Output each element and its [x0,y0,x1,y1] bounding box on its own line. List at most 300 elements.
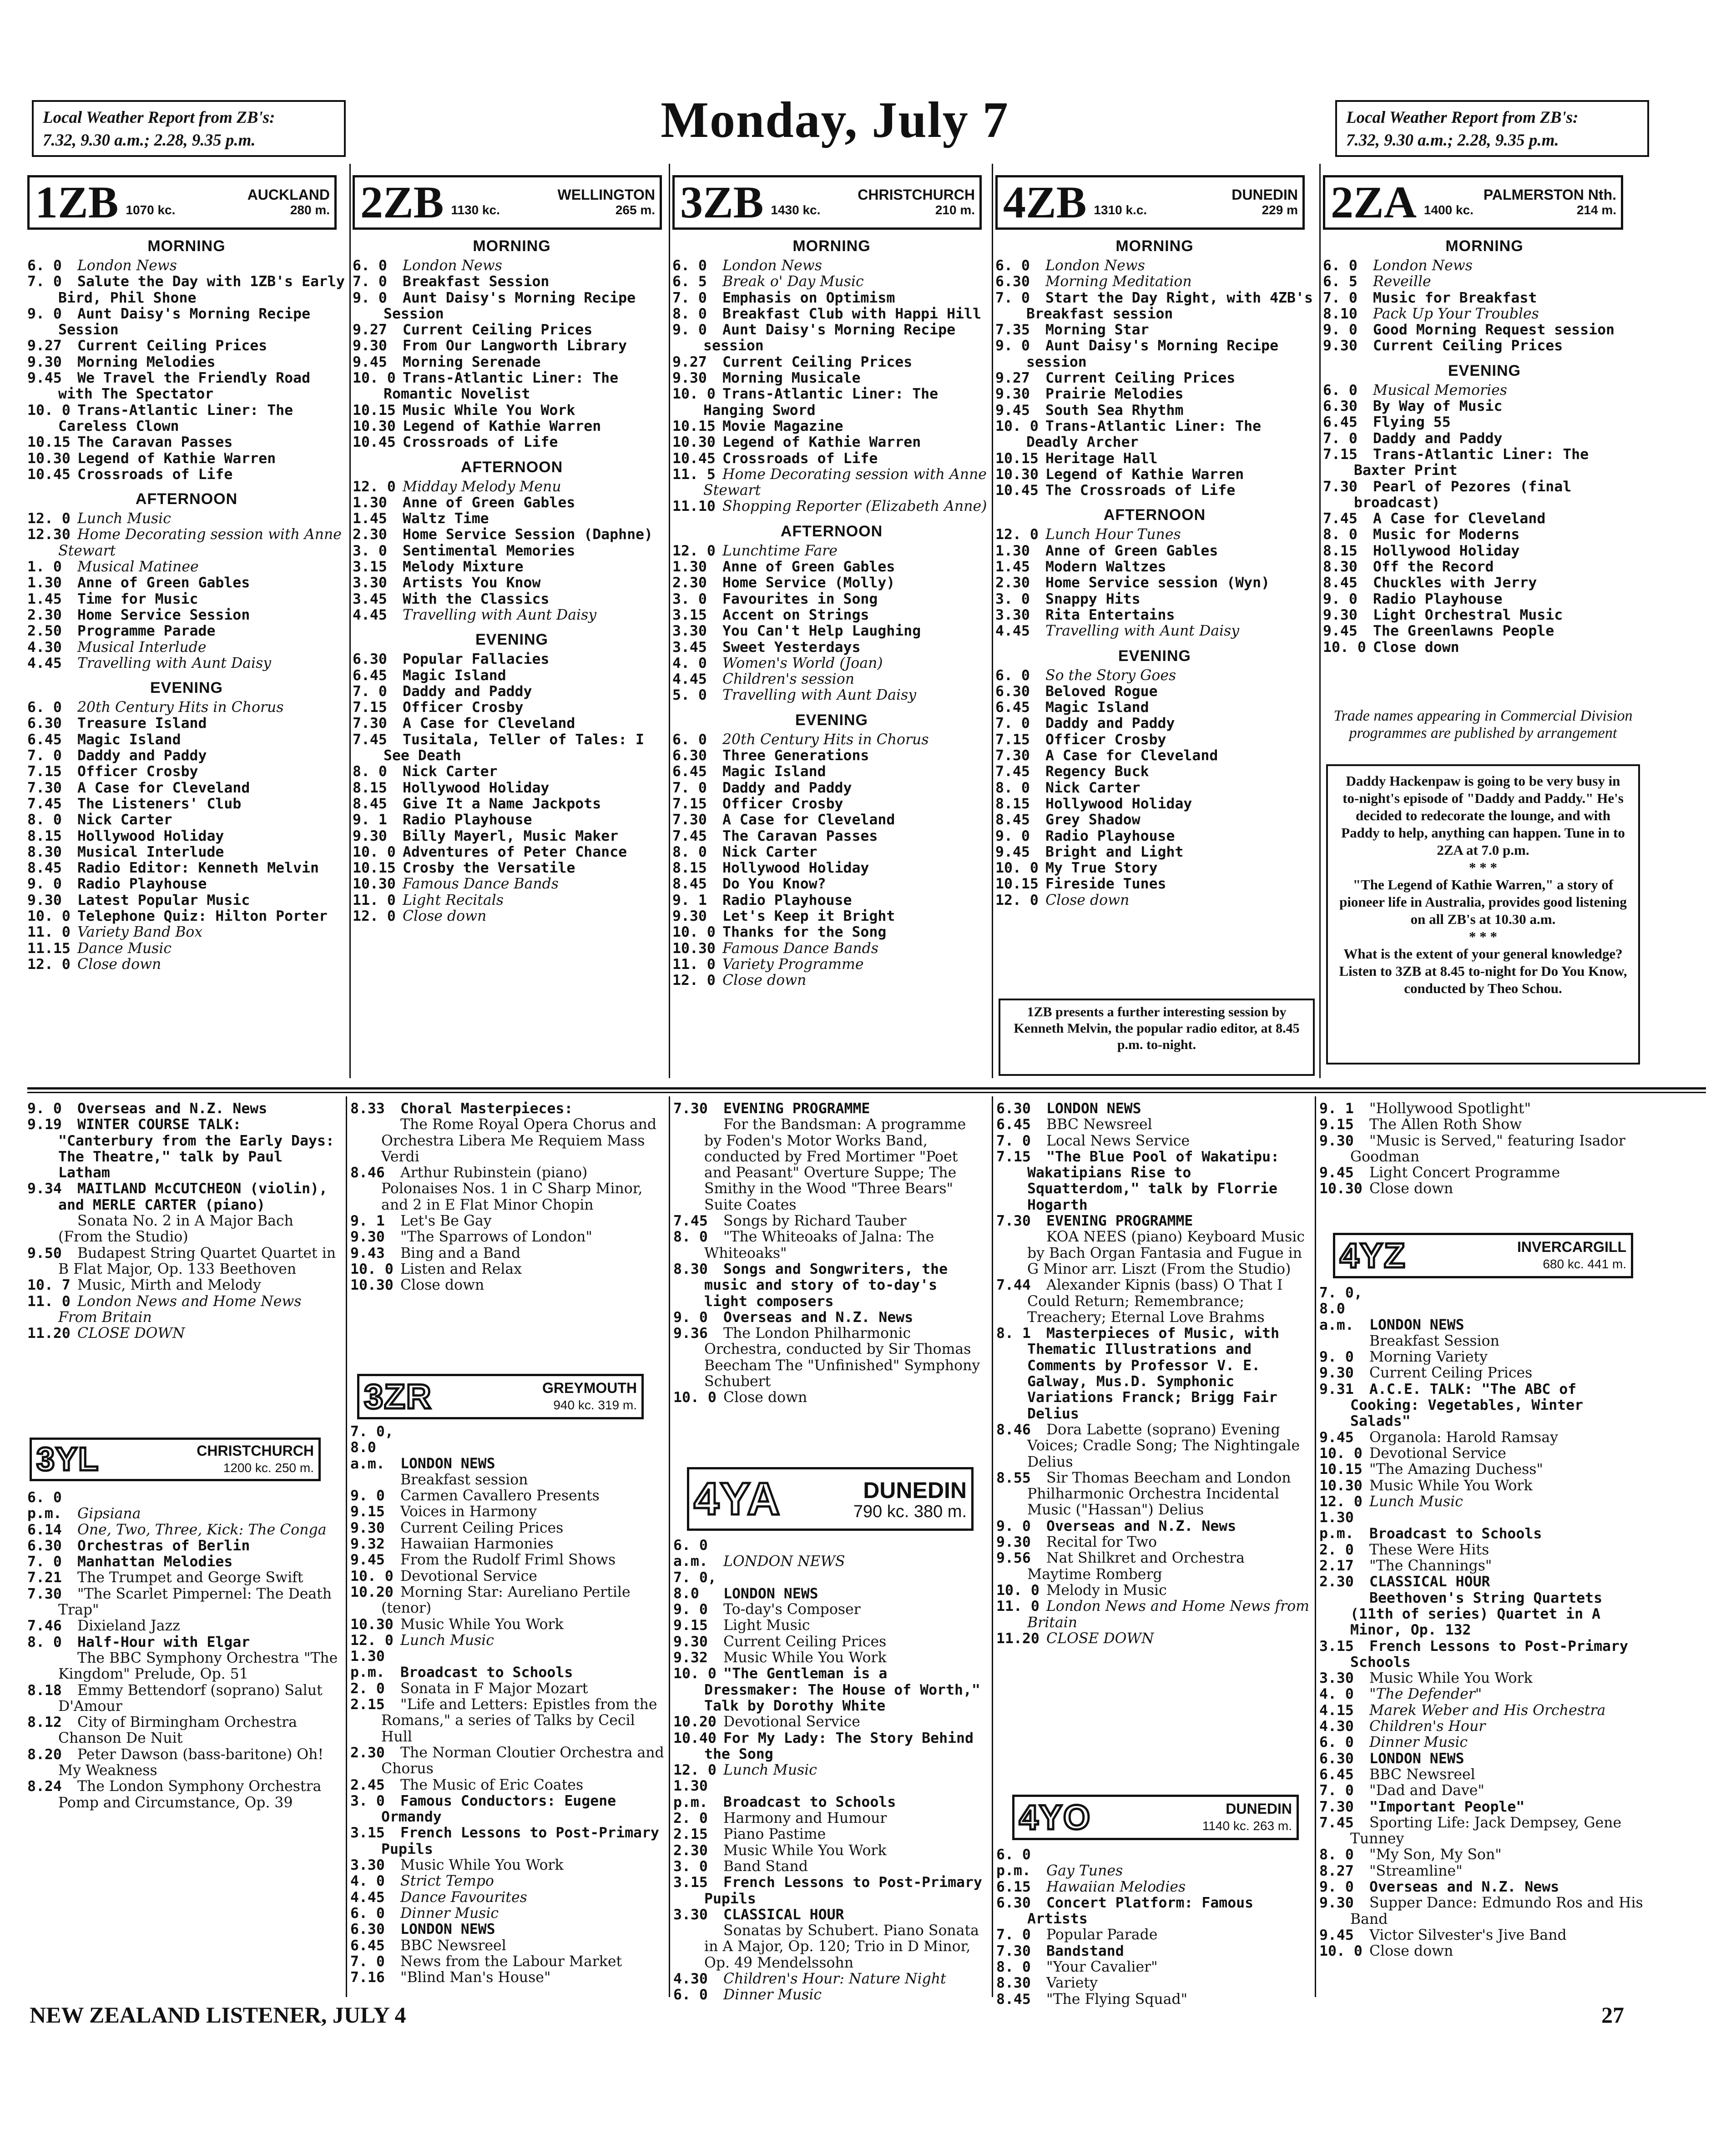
entry-time: 8. 0 [995,779,1030,796]
entry-programme: Aunt Daisy's Morning Recipe session [703,322,956,354]
entry-programme: "Life and Letters: Epistles from the Romans," a series of Talks by Cecil Hull [381,1696,657,1745]
station-box-4yz [1333,1233,1633,1278]
schedule-entry [27,1715,341,1747]
schedule-entry [673,1811,987,1826]
schedule-entry [353,684,671,700]
station-call: 3YL [36,1441,100,1478]
schedule-entry [1319,1365,1647,1381]
schedule-entry [995,338,1314,370]
schedule-entry [1323,383,1646,399]
schedule-entry [673,1714,987,1730]
entry-programme: Local News Service [1046,1132,1190,1149]
entry-time: 7.45 [1319,1814,1354,1831]
schedule-entry [672,860,991,876]
entry-programme: City of Birmingham Orchestra Chanson De Nuit [58,1714,298,1747]
entry-time: 7.21 [27,1569,62,1586]
entry-programme: Daddy and Paddy [722,779,852,796]
weather-line2: 7.32, 9.30 a.m.; 2.28, 9.35 p.m. [1346,131,1559,150]
entry-programme: BBC Newsreel [400,1937,506,1954]
entry-time: 9.30 [353,827,387,844]
entry-time: 7. 0 [27,273,62,290]
entry-time: 7.15 [353,699,387,716]
entry-programme: Lunch Music [723,1762,817,1779]
schedule-entry [995,812,1314,828]
entry-programme: Waltz Time [403,510,489,527]
station-city: AUCKLAND [247,187,330,203]
entry-time: 10.45 [995,482,1039,499]
schedule-entry [995,684,1314,700]
schedule-entry [353,844,671,860]
schedule-entry [27,354,346,370]
entry-time: 10.30 [350,1277,394,1294]
schedule-entry [995,623,1314,639]
entry-time: 6. 0 a.m. [673,1537,708,1570]
schedule-entry [996,1470,1310,1519]
entry-programme: French Lessons to Post-Primary Schools [1350,1638,1628,1670]
entry-programme: Current Ceiling Prices [1045,370,1236,387]
entry-time: 9. 0 [27,1100,62,1117]
entry-time: 1.45 [27,590,62,607]
entry-programme: EVENING PROGRAMME [723,1100,870,1117]
entry-time: 8. 1 [996,1325,1031,1342]
entry-time: 10.20 [350,1584,394,1600]
entry-programme: Devotional Service [1369,1445,1506,1462]
entry-programme: French Lessons to Post-Primary Pupils [704,1874,982,1907]
entry-programme: Hollywood Holiday [403,779,550,796]
entry-programme: Latest Popular Music [77,892,250,908]
entry-time: 12. 0 [353,908,396,924]
entry-programme: Anne of Green Gables [403,494,575,511]
schedule-entry [350,1873,664,1889]
entry-time: 10.45 [353,434,396,451]
schedule-entry [1323,543,1646,559]
lower-col-3-top [673,1101,987,1460]
schedule-entry [27,656,346,671]
entry-time: 9.34 [27,1181,62,1197]
schedule-entry [353,591,671,607]
entry-time: 9.30 [27,353,62,370]
schedule-entry [996,1631,1310,1647]
entry-programme: Sweet Yesterdays [722,639,861,656]
entry-programme: My True Story [1045,860,1158,877]
entry-time: 3.30 [672,623,707,640]
entry-programme: Dance Favourites [400,1889,527,1906]
entry-time: 7. 0 [672,779,707,796]
entry-programme: These Were Hits [1369,1541,1489,1558]
entry-programme: Overseas and N.Z. News [723,1309,913,1326]
entry-time: 8. 0 [27,812,62,828]
entry-programme: London News [722,257,822,274]
weather-line2: 7.32, 9.30 a.m.; 2.28, 9.35 p.m. [43,131,256,150]
entry-time: 9. 1 [350,1213,385,1230]
entry-time: 6. 0 [353,257,387,274]
schedule-entry [350,1277,664,1293]
column-rule [346,1096,347,1997]
station-column-1zb [27,175,346,1078]
entry-time: 6.14 [27,1521,62,1538]
entry-time: 9.27 [995,370,1030,387]
entry-time: 2.30 [995,575,1030,591]
entry-programme: Emphasis on Optimism [722,289,895,306]
schedule-entry [1323,290,1646,306]
entry-time: 10. 0 [672,924,716,941]
schedule-entry [996,1583,1310,1599]
schedule-entry [1319,1462,1647,1478]
schedule-entry [27,812,346,828]
schedule-entry [996,1599,1310,1631]
entry-programme: Modern Waltzes [1045,559,1166,575]
entry-programme: Break o' Day Music [722,273,864,290]
entry-time: 9.43 [350,1245,385,1261]
entry-programme: Close down [1369,1181,1453,1197]
entry-time: 1.30 p.m. [673,1778,708,1811]
promo-text: "The Legend of Kathie Warren," a story of pioneer life in Australia, provides good listening on all ZB's at 10.30 a.m. [1339,877,1627,927]
entry-programme: Current Ceiling Prices [1373,338,1563,354]
entry-time: 8.27 [1319,1862,1354,1879]
schedule-entry [27,1635,341,1650]
entry-programme: Hollywood Holiday [1045,795,1192,812]
section-heading: MORNING [1445,237,1524,255]
station-freq: 680 kc. 441 m. [1543,1257,1626,1271]
entry-time: 7. 0 [353,683,387,700]
section-heading: EVENING [1118,647,1191,665]
weather-report-right [1335,100,1649,157]
schedule-entry [672,322,991,354]
schedule-entry [672,732,991,748]
entry-time: 10.45 [672,450,716,467]
station-wavelength: 265 m. [615,203,655,217]
entry-programme: Dance Music [77,940,172,957]
schedule-entry [27,1490,341,1522]
entry-time: 1.30 p.m. [1319,1509,1354,1542]
entry-programme: Home Service (Molly) [722,575,895,591]
entry-time: 2.30 [673,1842,708,1859]
schedule-entry [350,1117,664,1165]
entry-programme: "The Sparrows of London" [400,1229,592,1246]
section-heading: EVENING [475,631,549,649]
schedule-entry [353,893,671,908]
entry-programme: Sporting Life: Jack Dempsey, Gene Tunney [1350,1814,1622,1847]
entry-time: 10. 7 [27,1277,71,1294]
entry-programme: "The Amazing Duchess" [1369,1461,1543,1478]
entry-programme: Emmy Bettendorf (soprano) Salut D'Amour [58,1682,323,1715]
entry-time: 6.45 [996,1116,1031,1133]
station-wavelength: 210 m. [935,203,975,217]
entry-programme: LONDON NEWS [723,1585,818,1602]
entry-programme: Legend of Kathie Warren [722,434,921,451]
schedule-entry [1319,1574,1647,1590]
schedule-entry [27,1213,341,1246]
entry-time: 8.20 [27,1746,62,1763]
schedule-entry [995,700,1314,716]
entry-time: 7.30 [996,1213,1031,1230]
entry-programme: Crossroads of Life [403,434,558,451]
schedule-entry [1323,306,1646,322]
column-rule [1319,164,1321,1078]
schedule-entry [27,1522,341,1538]
entry-programme: Supper Dance: Edmundo Ros and His Band [1350,1895,1643,1927]
schedule-entry [27,1277,341,1293]
entry-programme: To-day's Composer [723,1601,861,1618]
entry-time: 11.15 [27,940,71,957]
entry-programme: Time for Music [77,590,198,607]
schedule-entry [353,796,671,812]
entry-programme: London News and Home News From Britain [58,1293,302,1326]
entry-time: 8.45 [996,1991,1031,2008]
entry-time: 9. 0 [350,1488,385,1504]
station-box-4yo [1012,1795,1299,1840]
schedule-entry [27,1294,341,1326]
entry-programme: Breakfast Club with Happi Hill [722,305,981,322]
entry-programme: Radio Playhouse [403,812,532,828]
entry-time: 2.50 [27,623,62,640]
schedule-entry [350,1165,664,1213]
station-frequency [1094,202,1298,218]
entry-time: 8.30 [673,1261,708,1277]
schedule-entry [353,668,671,684]
entry-programme: MAITLAND McCUTCHEON (violin), and MERLE CARTER (piano) [58,1181,328,1213]
station-freq: 790 kc. 380 m. [853,1502,967,1521]
schedule-entry [353,434,671,450]
schedule-entry [350,1906,664,1922]
entry-programme: Flying 55 [1373,414,1451,431]
entry-programme: Hollywood Holiday [722,860,869,877]
section-heading: EVENING [795,711,868,729]
entry-programme: Beethoven's String Quartets (11th of series) Quartet in A Minor, Op. 132 [1350,1589,1603,1639]
entry-programme: Breakfast session [400,1471,528,1488]
section-heading: AFTERNOON [1103,506,1206,524]
schedule-entry [995,290,1314,323]
section-divider [27,1092,1706,1093]
entry-time: 6.30 [1319,1750,1354,1767]
entry-time: 1.30 [27,575,62,591]
entry-programme: Music While You Work [1369,1477,1533,1494]
entry-programme: "Your Cavalier" [1046,1959,1158,1976]
schedule-entry [996,1326,1310,1422]
entry-time: 10. 0 [1323,639,1366,656]
schedule-entry [1319,1542,1647,1558]
schedule-entry [673,1634,987,1650]
entry-time: 8. 0 [672,843,707,860]
schedule-entry [27,828,346,844]
entry-time: 2.30 [27,606,62,623]
entry-programme: Sentimental Memories [403,542,575,559]
station-frequency [451,202,655,218]
station-column-4zb [995,175,1314,994]
schedule-entry [1319,1133,1647,1165]
schedule-entry [1323,607,1646,623]
entry-time: 10.15 [353,402,396,419]
entry-programme: LONDON NEWS [1369,1317,1464,1333]
schedule-entry [1319,1799,1647,1815]
entry-time: 10. 0 [995,860,1039,877]
lower-col-4-top [996,1101,1310,1788]
schedule-entry [1319,1181,1647,1197]
entry-programme: CLASSICAL HOUR [723,1906,844,1923]
station-info [1424,187,1621,218]
schedule-entry [995,860,1314,876]
schedule-entry [995,543,1314,559]
entry-time: 9.45 [1319,1429,1354,1446]
entry-time: 10.30 [353,876,396,893]
schedule-entry [350,1488,664,1504]
station-call: 4YA [694,1473,781,1524]
schedule-entry [996,1879,1310,1895]
schedule-entry [995,403,1314,419]
entry-time: 11. 0 [672,956,716,973]
schedule-entry [353,527,671,543]
schedule-entry [995,828,1314,844]
schedule-entry [995,780,1314,796]
schedule-entry [27,274,346,306]
entry-programme: South Sea Rhythm [1045,402,1184,419]
schedule-entry [1319,1927,1647,1943]
entry-time: 3.30 [673,1906,708,1923]
entry-programme: Lunch Hour Tunes [1045,526,1181,543]
entry-programme: Magic Island [1045,699,1149,716]
entry-programme: Light Concert Programme [1369,1165,1560,1181]
entry-programme: Shopping Reporter (Elizabeth Anne) [722,498,987,515]
entry-programme: Music While You Work [1369,1670,1533,1687]
schedule-entry [27,1246,341,1278]
entry-programme: The London Symphony Orchestra Pomp and Circumstance, Op. 39 [58,1778,322,1811]
entry-programme: Legend of Kathie Warren [1045,466,1244,483]
entry-time: 10. 0 [996,1582,1040,1599]
schedule-entry [672,575,991,591]
stars-divider: * * * [1469,928,1497,944]
entry-programme: Current Ceiling Prices [722,353,913,370]
entry-programme: London News [1045,257,1145,274]
entry-time: 7.30 [27,779,62,796]
entry-time: 10.20 [673,1714,717,1730]
entry-time: 6.45 [672,763,707,780]
schedule-entry [995,796,1314,812]
schedule-entry [996,1975,1310,1991]
schedule-entry [350,1697,664,1745]
schedule-entry [995,893,1314,908]
entry-time: 8.12 [27,1714,62,1731]
schedule-entry [1323,591,1646,607]
entry-programme: Musical Interlude [77,843,224,860]
entry-programme: Dinner Music [400,1905,499,1922]
entry-programme: Officer Crosby [403,699,524,716]
schedule-entry [995,575,1314,591]
entry-time: 7. 0 [350,1953,385,1970]
entry-time: 11.20 [996,1630,1040,1647]
schedule-entry [995,451,1314,467]
entry-programme: Popular Fallacies [403,651,550,668]
station-wavelength: 229 m [1262,203,1298,217]
schedule-entry [995,419,1314,451]
entry-time: 10.30 [350,1616,394,1633]
schedule-entry [27,1101,341,1117]
entry-programme: Programme Parade [77,623,216,640]
station-box-4ya [687,1467,974,1531]
entry-programme: Bright and Light [1045,843,1184,860]
entry-time: 3.45 [353,590,387,607]
entry-programme: Music While You Work [400,1857,564,1874]
schedule-entry [350,1552,664,1568]
schedule-entry [350,1681,664,1697]
entry-time: 6.30 [353,651,387,668]
entry-time: 1.30 p.m. [350,1648,385,1681]
entry-programme: Peter Dawson (bass-baritone) Oh! My Weakness [58,1746,324,1779]
entry-time: 8.45 [672,876,707,893]
entry-programme: Nick Carter [77,812,172,828]
schedule-entry [350,1536,664,1552]
entry-programme: Adventures of Peter Chance [403,843,627,860]
entry-programme: Music for Moderns [1373,526,1520,543]
entry-programme: London News and Home News from Britain [1027,1598,1310,1631]
entry-programme: Trans-Atlantic Liner: The Careless Clown [58,402,293,434]
schedule-entry [996,1959,1310,1975]
entry-time: 9. 0 [1323,590,1358,607]
schedule-entry [1319,1767,1647,1783]
entry-time: 10.30 [1319,1477,1363,1494]
schedule-entry [350,1246,664,1261]
station-kc: 1130 kc. [451,203,500,217]
entry-programme: Radio Playhouse [722,892,852,908]
entry-programme: Off the Record [1373,559,1494,575]
schedule-entry [353,370,671,403]
schedule-entry [672,451,991,467]
entry-time: 4.45 [27,655,62,671]
entry-programme: Light Music [723,1617,810,1634]
entry-time: 9.30 [672,370,707,387]
schedule-entry [353,274,671,290]
schedule-entry [673,1310,987,1326]
entry-programme: Breakfast Session [1369,1332,1499,1349]
schedule-entry [1323,559,1646,575]
station-kc: 1070 kc. [126,203,176,217]
schedule-entry [1319,1446,1647,1462]
entry-programme: Marek Weber and His Orchestra [1369,1702,1606,1719]
schedule-entry [27,591,346,607]
entry-programme: Radio Playhouse [1045,827,1175,844]
entry-time: 10.30 [672,940,716,957]
station-call: 4ZB [1003,177,1087,227]
entry-time: 7.46 [27,1618,62,1635]
entry-time: 9. 0 [1319,1878,1354,1895]
entry-programme: Overseas and N.Z. News [77,1100,267,1117]
entry-programme: Grey Shadow [1045,812,1141,828]
entry-time: 2.30 [350,1744,385,1761]
column-rule [1315,1096,1316,1997]
entry-time: 6.45 [1319,1766,1354,1783]
station-freq: 1140 kc. 263 m. [1202,1819,1292,1833]
entry-time: 9. 0 [673,1601,708,1618]
schedule-entry [673,1843,987,1859]
entry-time: 6.30 [996,1100,1031,1117]
schedule-entry [1319,1285,1647,1333]
schedule-entry [672,499,991,515]
schedule-entry [27,1181,341,1213]
schedule-entry [27,1650,341,1683]
entry-time: 7. 0 [995,289,1030,306]
entry-programme: Close down [1045,892,1130,908]
entry-programme: Famous Conductors: Eugene Ormandy [381,1792,616,1826]
schedule-entry [27,748,346,764]
entry-programme: Trans-Atlantic Liner: The Hanging Sword [703,386,939,419]
schedule-entry [995,748,1314,764]
entry-time: 9. 0 [1323,322,1358,338]
column-rule [992,164,993,1078]
entry-programme: Give It a Name Jackpots [403,795,601,812]
schedule-entry [672,434,991,450]
entry-programme: Sir Thomas Beecham and London Philharmonic Orchestra Incidental Music ("Hassan") Delius [1027,1469,1291,1519]
entry-time: 6.30 [1323,398,1358,415]
entry-programme: Crossroads of Life [722,450,878,467]
